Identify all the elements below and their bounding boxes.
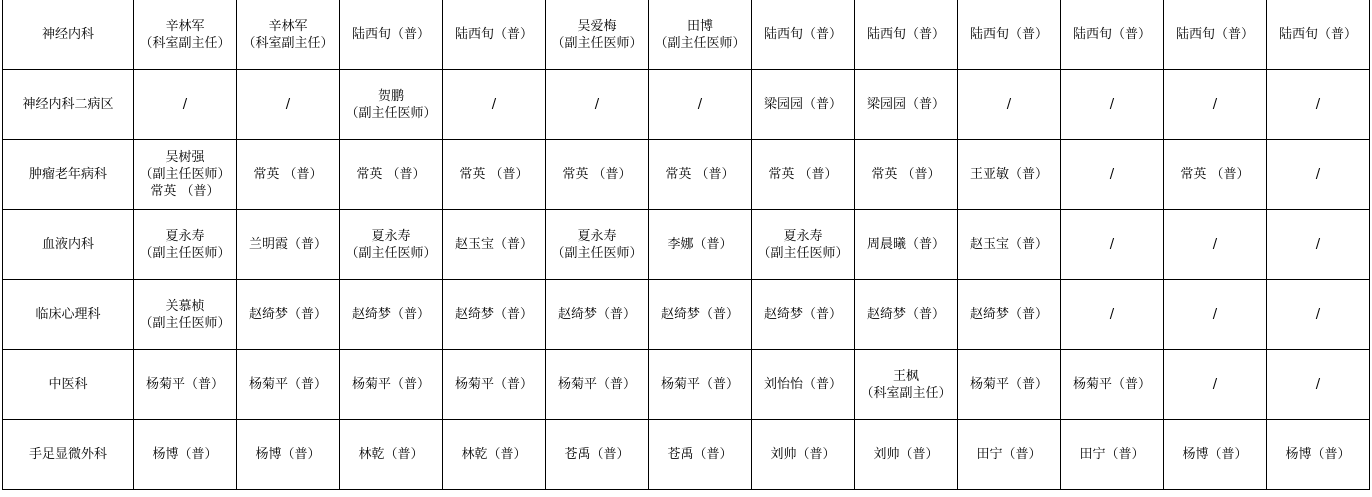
schedule-body [3,0,1370,490]
doctor-entry: 陆西旬（普） [1072,27,1151,42]
doctor-entry: 常英 （普） [665,167,735,182]
doctor-entry: 杨菊平（普） [1072,377,1151,392]
schedule-cell[interactable] [134,140,237,210]
schedule-cell[interactable] [443,70,546,140]
schedule-cell[interactable] [1061,350,1164,420]
doctor-entry: （副主任医师） [551,35,643,51]
schedule-cell[interactable] [752,210,855,280]
doctor-entry: 李娜（普） [667,237,733,252]
schedule-cell[interactable] [546,280,649,350]
schedule-cell[interactable] [546,210,649,280]
doctor-entry: 苍禹（普） [564,447,630,462]
schedule-cell[interactable] [1061,420,1164,490]
schedule-cell[interactable] [134,280,237,350]
department-label: 手足显微外科 [28,447,107,462]
schedule-cell[interactable] [1267,420,1370,490]
schedule-cell[interactable] [649,140,752,210]
schedule-cell[interactable] [340,70,443,140]
schedule-cell[interactable] [443,210,546,280]
doctor-entry: （科室副主任） [139,35,231,51]
schedule-cell[interactable] [649,0,752,70]
doctor-entry: 陆西旬（普） [866,27,945,42]
schedule-cell[interactable] [855,350,958,420]
schedule-cell[interactable] [1164,420,1267,490]
doctor-entry: 赵绮梦（普） [351,307,430,322]
schedule-cell[interactable] [546,0,649,70]
schedule-cell[interactable] [855,210,958,280]
doctor-entry: 王亚敏（普） [969,167,1048,182]
schedule-cell[interactable] [958,70,1061,140]
doctor-entry: 辛林军 [268,18,308,34]
doctor-entry: （副主任医师） [551,245,643,261]
department-cell[interactable] [3,0,134,70]
doctor-entry: / [1212,307,1218,322]
schedule-cell[interactable] [1267,0,1370,70]
schedule-cell[interactable] [340,420,443,490]
schedule-cell[interactable] [237,280,340,350]
doctor-entry: 辛林军 [165,18,205,34]
department-label: 中医科 [48,377,88,392]
doctor-entry: 赵绮梦（普） [557,307,636,322]
schedule-cell[interactable] [546,140,649,210]
schedule-cell[interactable] [752,140,855,210]
schedule-cell[interactable] [958,350,1061,420]
schedule-cell[interactable] [649,210,752,280]
table-row [3,70,1370,140]
schedule-cell[interactable] [752,70,855,140]
doctor-entry: （副主任医师） [757,245,849,261]
doctor-entry: 夏永寿 [783,228,823,244]
doctor-entry: 杨菊平（普） [351,377,430,392]
schedule-cell[interactable] [958,140,1061,210]
schedule-cell[interactable] [752,420,855,490]
schedule-cell[interactable] [649,350,752,420]
doctor-entry: （副主任医师） [139,245,231,261]
department-label: 临床心理科 [35,307,101,322]
schedule-cell[interactable] [1061,70,1164,140]
doctor-entry: / [1315,167,1321,182]
department-cell[interactable] [3,350,134,420]
doctor-entry: 关慕桢 [165,298,205,314]
doctor-entry: / [594,97,600,112]
doctor-entry: 赵绮梦（普） [969,307,1048,322]
schedule-cell[interactable] [752,280,855,350]
doctor-entry: / [182,97,188,112]
doctor-entry: 杨菊平（普） [454,377,533,392]
schedule-cell[interactable] [340,140,443,210]
schedule-cell[interactable] [1267,140,1370,210]
doctor-entry: 林乾（普） [461,447,527,462]
doctor-entry: 杨博（普） [1285,447,1351,462]
doctor-entry: 陆西旬（普） [763,27,842,42]
schedule-cell[interactable] [1164,0,1267,70]
schedule-cell[interactable] [443,140,546,210]
schedule-cell[interactable] [1061,210,1164,280]
doctor-entry: 杨菊平（普） [969,377,1048,392]
schedule-cell[interactable] [443,420,546,490]
schedule-cell[interactable] [1267,70,1370,140]
doctor-entry: （副主任医师） [139,315,231,331]
schedule-cell[interactable] [1267,350,1370,420]
doctor-entry: 常英 （普） [768,167,838,182]
schedule-cell[interactable] [1164,280,1267,350]
schedule-cell[interactable] [1061,280,1164,350]
doctor-entry: / [1212,237,1218,252]
doctor-entry: 杨菊平（普） [557,377,636,392]
schedule-cell[interactable] [1267,280,1370,350]
schedule-cell[interactable] [134,420,237,490]
doctor-entry: / [1315,377,1321,392]
doctor-entry: 杨博（普） [255,447,321,462]
schedule-cell[interactable] [443,350,546,420]
doctor-entry: 常英 （普） [562,167,632,182]
doctor-entry: 杨菊平（普） [145,377,224,392]
schedule-cell[interactable] [134,0,237,70]
schedule-cell[interactable] [1164,210,1267,280]
doctor-entry: / [1109,237,1115,252]
doctor-entry: 赵绮梦（普） [866,307,945,322]
schedule-cell[interactable] [1267,210,1370,280]
doctor-entry: / [1315,307,1321,322]
doctor-entry: 常英 （普） [459,167,529,182]
schedule-cell[interactable] [958,420,1061,490]
schedule-cell[interactable] [546,70,649,140]
schedule-cell[interactable] [340,280,443,350]
department-label: 血液内科 [41,237,94,252]
schedule-cell[interactable] [443,280,546,350]
schedule-cell[interactable] [237,140,340,210]
doctor-entry: 赵绮梦（普） [763,307,842,322]
doctor-entry: / [1109,307,1115,322]
doctor-entry: 梁园园（普） [763,97,842,112]
schedule-cell[interactable] [958,210,1061,280]
doctor-entry: 夏永寿 [371,228,411,244]
doctor-entry: 吴爱梅 [577,18,617,34]
doctor-entry: 杨菊平（普） [248,377,327,392]
doctor-entry: 刘怡怡（普） [763,377,842,392]
department-cell[interactable] [3,420,134,490]
doctor-entry: 刘帅（普） [770,447,836,462]
department-cell[interactable] [3,70,134,140]
doctor-entry: 常英 （普） [253,167,323,182]
schedule-cell[interactable] [237,350,340,420]
doctor-entry: 刘帅（普） [873,447,939,462]
schedule-cell[interactable] [443,0,546,70]
schedule-cell[interactable] [1164,350,1267,420]
doctor-entry: （科室副主任） [242,35,334,51]
schedule-cell[interactable] [855,280,958,350]
doctor-entry: 吴树强 [165,150,205,165]
department-cell[interactable] [3,210,134,280]
schedule-cell[interactable] [134,210,237,280]
doctor-entry: / [1109,97,1115,112]
doctor-entry: 田博 [686,18,713,34]
doctor-entry: 陆西旬（普） [454,27,533,42]
doctor-entry: 赵玉宝（普） [969,237,1048,252]
table-row [3,350,1370,420]
doctor-entry: （副主任医师） [654,35,746,51]
doctor-entry: / [1212,97,1218,112]
doctor-entry: 梁园园（普） [866,97,945,112]
department-label: 肿瘤老年病科 [28,167,107,182]
doctor-entry: 常英 （普） [356,167,426,182]
doctor-entry: 陆西旬（普） [969,27,1048,42]
doctor-entry: / [491,97,497,112]
doctor-entry: / [1109,167,1115,182]
department-label: 神经内科二病区 [22,97,114,112]
doctor-entry: 常英 （普） [1180,167,1250,182]
doctor-entry: 田宁（普） [1079,447,1145,462]
doctor-entry: 陆西旬（普） [351,27,430,42]
schedule-cell[interactable] [752,350,855,420]
doctor-entry: 赵绮梦（普） [248,307,327,322]
doctor-entry: 夏永寿 [165,228,205,244]
doctor-entry: 林乾（普） [358,447,424,462]
schedule-cell[interactable] [134,350,237,420]
doctor-entry: / [697,97,703,112]
doctor-entry: 杨博（普） [152,447,218,462]
schedule-table [2,0,1370,490]
doctor-entry: / [1006,97,1012,112]
schedule-cell[interactable] [958,280,1061,350]
department-cell[interactable] [3,140,134,210]
schedule-cell[interactable] [134,70,237,140]
schedule-cell[interactable] [340,210,443,280]
schedule-cell[interactable] [340,0,443,70]
schedule-cell[interactable] [855,140,958,210]
schedule-cell[interactable] [649,420,752,490]
schedule-cell[interactable] [237,70,340,140]
doctor-entry: 贺鹏 [377,88,404,104]
table-row [3,420,1370,490]
doctor-entry: 夏永寿 [577,228,617,244]
schedule-cell[interactable] [237,420,340,490]
schedule-cell[interactable] [546,350,649,420]
doctor-entry: 杨菊平（普） [660,377,739,392]
doctor-entry: 兰明霞（普） [248,237,327,252]
schedule-cell[interactable] [855,420,958,490]
schedule-cell[interactable] [1164,70,1267,140]
table-row [3,280,1370,350]
schedule-cell[interactable] [752,0,855,70]
table-row [3,210,1370,280]
doctor-entry: / [1212,377,1218,392]
schedule-cell[interactable] [958,0,1061,70]
schedule-cell[interactable] [649,280,752,350]
schedule-cell[interactable] [237,0,340,70]
doctor-entry: （科室副主任） [860,385,952,401]
doctor-entry: （副主任医师） [345,245,437,261]
doctor-entry: 周晨曦（普） [866,237,945,252]
schedule-cell[interactable] [237,210,340,280]
schedule-cell[interactable] [855,0,958,70]
doctor-entry: / [285,97,291,112]
doctor-entry: （副主任医师） [345,105,437,121]
schedule-cell[interactable] [1164,140,1267,210]
doctor-entry: 王枫 [892,368,919,384]
schedule-cell[interactable] [340,350,443,420]
doctor-entry: 赵绮梦（普） [454,307,533,322]
table-row [3,140,1370,210]
doctor-entry: 陆西旬（普） [1175,27,1254,42]
schedule-cell[interactable] [649,70,752,140]
doctor-entry: （副主任医师） [139,167,231,182]
department-cell[interactable] [3,280,134,350]
doctor-entry: / [1315,97,1321,112]
department-label: 神经内科 [41,27,94,42]
doctor-entry: 杨博（普） [1182,447,1248,462]
doctor-entry: 常英 （普） [150,184,220,199]
doctor-entry: 常英 （普） [871,167,941,182]
schedule-cell[interactable] [855,70,958,140]
doctor-entry: 苍禹（普） [667,447,733,462]
schedule-cell[interactable] [546,420,649,490]
doctor-entry: 赵绮梦（普） [660,307,739,322]
schedule-cell[interactable] [1061,0,1164,70]
doctor-entry: 赵玉宝（普） [454,237,533,252]
doctor-entry: 田宁（普） [976,447,1042,462]
table-row [3,0,1370,70]
schedule-cell[interactable] [1061,140,1164,210]
doctor-entry: 陆西旬（普） [1278,27,1357,42]
doctor-entry: / [1315,237,1321,252]
